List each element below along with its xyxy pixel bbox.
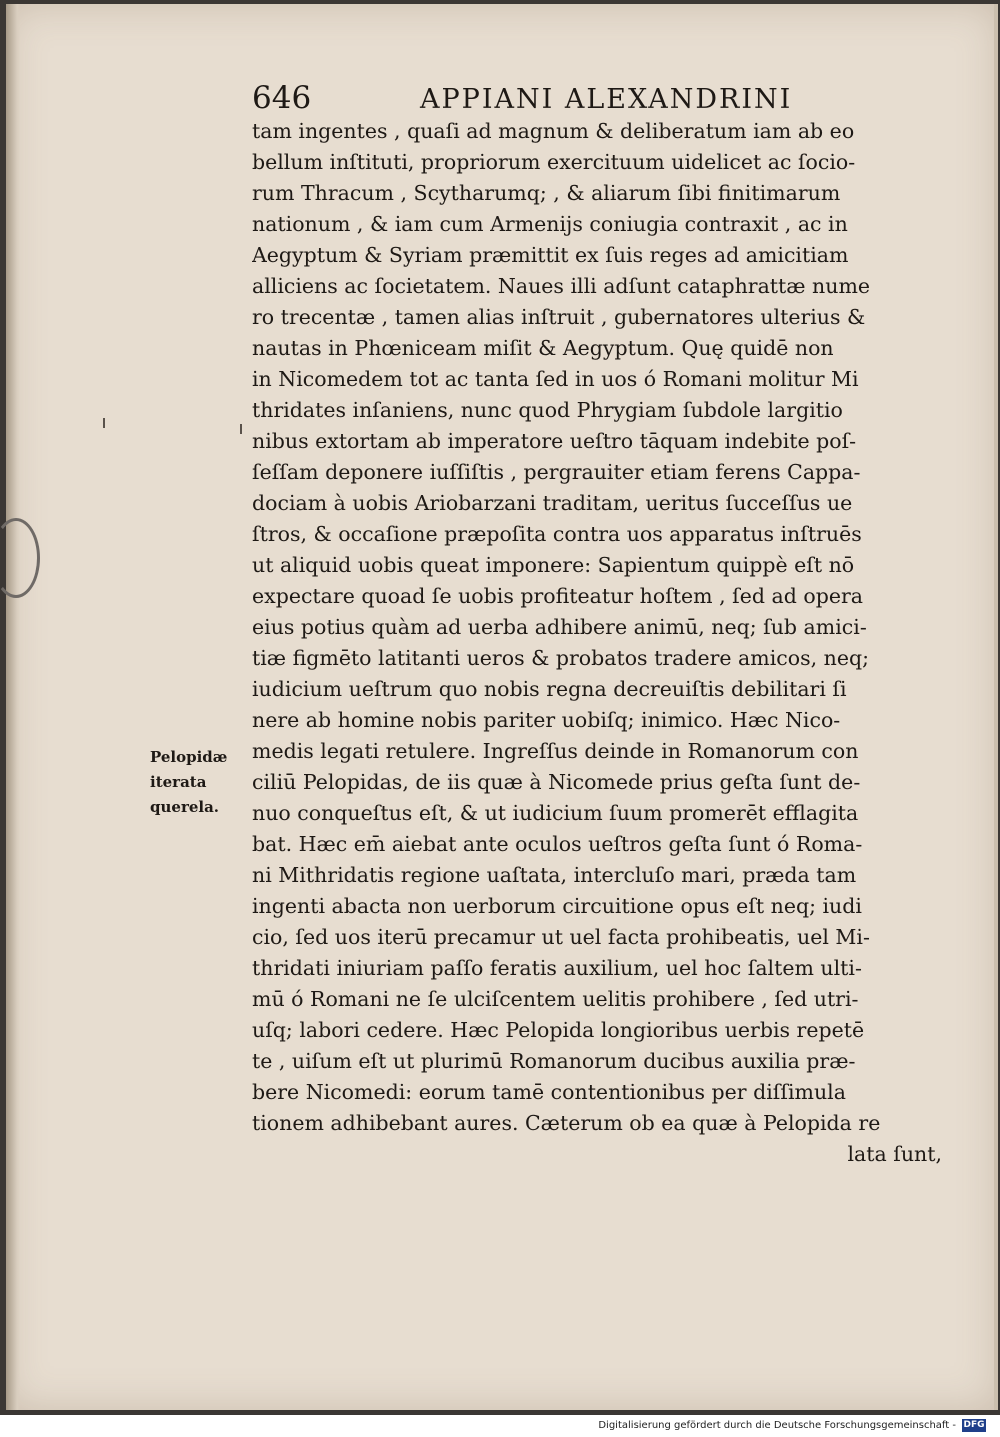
dfg-logo: DFG — [963, 1420, 985, 1430]
text-line: bat. Hæc em̄ aiebat ante oculos ueſtros geſta ſunt ó Roma- — [252, 832, 863, 856]
text-line: cio, ſed uos iterū precamur ut uel facta prohibeatis, uel Mi- — [252, 925, 870, 949]
text-line: expectare quoad ſe uobis profiteatur hoſtem , ſed ad opera — [252, 584, 863, 608]
digitization-credit: Digitalisierung gefördert durch die Deutsche Forschungsgemeinschaft - — [598, 1420, 956, 1431]
page-header — [252, 80, 812, 116]
text-line: tionem adhibebant aures. Cæterum ob ea quæ à Pelopida re — [252, 1111, 881, 1135]
text-line: tiæ figmēto latitanti ueros & probatos tradere amicos, neq; — [252, 646, 870, 670]
text-line: ciliū Pelopidas, de iis quæ à Nicomede prius geſta ſunt de- — [252, 770, 861, 794]
text-line: nationum , & iam cum Armenijs coniugia contraxit , ac in — [252, 212, 848, 236]
text-line: dociam à uobis Ariobarzani traditam, ueritus ſucceſſus ue — [252, 491, 853, 515]
text-line: tam ingentes , quaſi ad magnum & deliberatum iam ab eo — [252, 119, 855, 143]
text-line: nibus extortam ab imperatore ueſtro tāquam indebite poſ- — [252, 429, 857, 453]
marginal-note-line: querela. — [150, 798, 220, 816]
page-gutter — [6, 4, 20, 1410]
text-line: ſeſſam deponere iuſſiſtis , pergrauiter etiam ferens Cappa- — [252, 460, 861, 484]
text-line: medis legati retulere. Ingreſſus deinde in Romanorum con — [252, 739, 859, 763]
text-line: nautas in Phœniceam miſit & Aegyptum. Quę quidē non — [252, 336, 834, 360]
page-edge — [994, 4, 998, 1410]
text-line: thridates inſaniens, nunc quod Phrygiam ſubdole largitio — [252, 398, 843, 422]
text-line: bere Nicomedi: eorum tamē contentionibus per diſſimula — [252, 1080, 846, 1104]
marginal-note-line: iterata — [150, 773, 207, 791]
text-line: in Nicomedem tot ac tanta ſed in uos ó Romani molitur Mi — [252, 367, 859, 391]
text-line: ro trecentæ , tamen alias inſtruit , gubernatores ulterius & — [252, 305, 866, 329]
page-number: 646 — [252, 80, 312, 116]
text-line: ni Mithridatis regione uaſtata, intercluſo mari, præda tam — [252, 863, 857, 887]
text-line: alliciens ac ſocietatem. Naues illi adſunt cataphrattæ nume — [252, 274, 871, 298]
running-title: APPIANI ALEXANDRINI — [420, 84, 793, 115]
text-line: thridati iniuriam paſſo feratis auxilium, uel hoc ſaltem ulti- — [252, 956, 862, 980]
body-text — [252, 116, 956, 1170]
text-line: mū ó Romani ne ſe ulciſcentem uelitis prohibere , ſed utri- — [252, 987, 859, 1011]
text-line: Aegyptum & Syriam præmittit ex ſuis reges ad amicitiam — [252, 243, 849, 267]
margin-mark — [103, 418, 105, 428]
text-line: ingenti abacta non uerborum circuitione opus eſt neq; iudi — [252, 894, 862, 918]
text-line: ſtros, & occaſione præpoſita contra uos apparatus inſtruēs — [252, 522, 862, 546]
text-line: iudicium ueſtrum quo nobis regna decreuiſtis debilitari ſi — [252, 677, 847, 701]
text-line: te , uiſum eſt ut plurimū Romanorum ducibus auxilia præ- — [252, 1049, 856, 1073]
text-line: nere ab homine nobis pariter uobiſq; inimico. Hæc Nico- — [252, 708, 841, 732]
text-line: uſq; labori cedere. Hæc Pelopida longioribus uerbis repetē — [252, 1018, 865, 1042]
margin-mark — [240, 424, 242, 434]
text-line: ut aliquid uobis queat imponere: Sapientum quippè eſt nō — [252, 553, 855, 577]
text-line: eius potius quàm ad uerba adhibere animū, neq; ſub amici- — [252, 615, 867, 639]
text-line: nuo conqueſtus eſt, & ut iudicium ſuum promerēt efflagita — [252, 801, 859, 825]
marginal-note-line: Pelopidæ — [150, 748, 228, 766]
text-line: lata ſunt, — [847, 1142, 942, 1166]
text-line: bellum inſtituti, propriorum exercituum uidelicet ac ſocio- — [252, 150, 856, 174]
text-line: rum Thracum , Scytharumq; , & aliarum ſibi finitimarum — [252, 181, 841, 205]
marginal-note — [150, 745, 227, 820]
